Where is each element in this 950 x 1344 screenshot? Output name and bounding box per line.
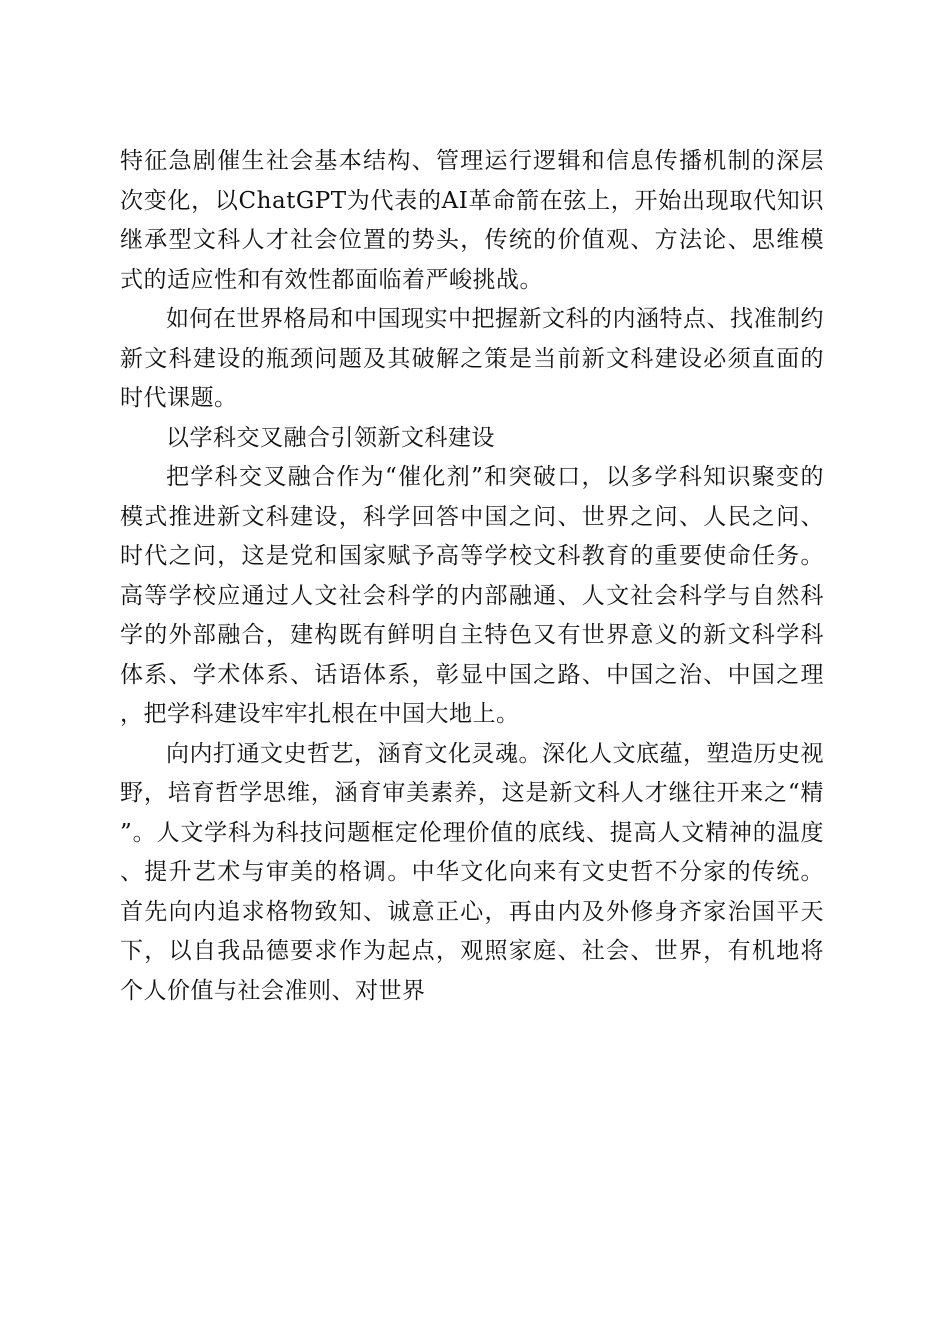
paragraph-humanities: 向内打通文史哲艺，涵育文化灵魂。深化人文底蕴，塑造历史视野，培育哲学思维，涵育审美素养，这是新文科人才继往开来之“精”。人文学科为科技问题框定伦理价值的底线、提高人文精神的温度、提升艺术与审美的格调。中华文化向来有文史哲不分家的传统。首先向内追求格物致知、诚意正心，再由内及外修身齐家治国平天下，以自我品德要求作为起点，观照家庭、社会、世界，有机地将个人价值与社会准则、对世界 xyxy=(120,740,824,1004)
paragraph-interdisciplinary: 把学科交叉融合作为“催化剂”和突破口，以多学科知识聚变的模式推进新文科建设，科学回答中国之问、世界之问、人民之问、时代之问，这是党和国家赋予高等学校文科教育的重要使命任务。高等学校应通过人文社会科学的内部融通、人文社会科学与自然科学的外部融合，建构既有鲜明自主特色又有世界意义的新文科学科体系、学术体系、话语体系，彰显中国之路、中国之治、中国之理，把学科建设牢牢扎根在中国大地上。 xyxy=(120,464,824,727)
document-body xyxy=(120,142,824,1011)
paragraph-question: 如何在世界格局和中国现实中把握新文科的内涵特点、找准制约新文科建设的瓶颈问题及其破解之策是当前新文科建设必须直面的时代课题。 xyxy=(120,306,824,411)
paragraph-continuation: 特征急剧催生社会基本结构、管理运行逻辑和信息传播机制的深层次变化，以ChatGPT为代表的AI革命箭在弦上，开始出现取代知识继承型文科人才社会位置的势头，传统的价值观、方法论、思维模式的适应性和有效性都面临着严峻挑战。 xyxy=(120,148,824,293)
section-heading: 以学科交叉融合引领新文科建设 xyxy=(166,424,495,451)
